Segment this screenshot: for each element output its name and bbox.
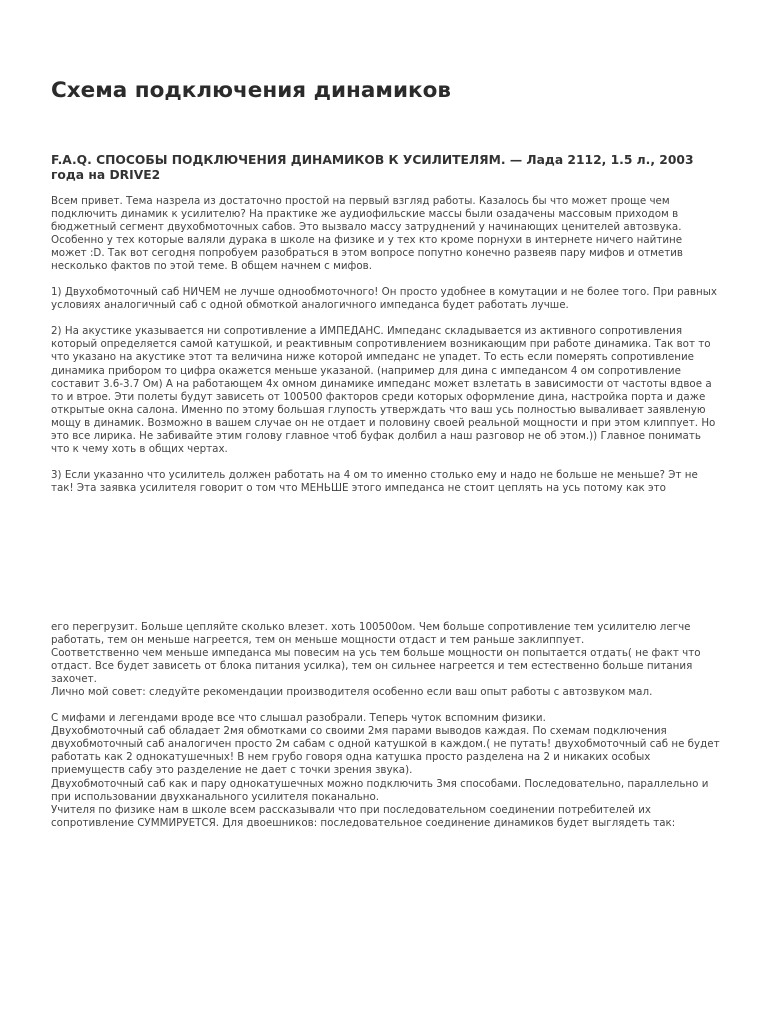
myth-2-paragraph: 2) На акустике указывается ни сопротивление а ИМПЕДАНС. Импеданс складывается из активного сопротивления который определяется самой катушкой, и реактивным сопротивлением возникающим при работе динамика. Так вот то что указано на акустике этот та величина ниже которой импеданс не упадет. То есть если померять сопротивление динамика прибором то цифра окажется меньше указаной. (например для дина с импедансом 4 ом сопротивление составит 3.6-3.7 Ом) А на работающем 4х омном динамике импеданс может взлетать в зависимости от частоты вдвое а то и втрое. Эти полеты будут зависеть от 100500 факторов среди которых оформление дина, настройка порта и даже открытые окна салона. Именно по этому большая глупость утверждать что ваш усь полностью вываливает заявленую мощу в динамик. Возможно в вашем случае он не отдает и половину своей реальной мощности и при этом клиппует. Но это все лирика. Не забивайте этим голову главное чтоб буфак долбил а наш разговор не об этом.)) Главное понимать что к чему хоть в общих чертах. — [51, 325, 716, 455]
article-subtitle: F.A.Q. СПОСОБЫ ПОДКЛЮЧЕНИЯ ДИНАМИКОВ К УСИЛИТЕЛЯМ. — Лада 2112, 1.5 л., 2003 года на DRIVE2 — [51, 153, 694, 182]
myth-1-paragraph: 1) Двухобмоточный саб НИЧЕМ не лучше однообмоточного! Он просто удобнее в комутации и не более того. При равных условиях аналогичный саб с одной обмоткой аналогичного импеданса будет работать лучше. — [51, 286, 717, 312]
article-body-top — [51, 195, 721, 508]
intro-paragraph: Всем привет. Тема назрела из достаточно простой на первый взгляд работы. Казалось бы что может проще чем подключить динамик к усилителю? На практике же аудиофильские массы были озадачены массовым приходом в бюджетный сегмент двухобмоточных сабов. Это вызвало массу затруднений у начинающих ценителей автозвука. Особенно у тех которые валяли дурака в школе на физике и у тех кто кроме порнухи в интернете ничего найтине может :D. Так вот сегодня попробуем разобраться в этом вопросе попутно конечно развеяв пару мифов и отметив несколько фактов по этой теме. В общем начнем с мифов. — [51, 195, 683, 273]
article-body-bottom — [51, 621, 721, 830]
connection-methods: Двухобмоточный саб как и пару однокатушечных можно подключить 3мя способами. Последовательно, параллельно и при использовании двухканального усилителя поканально. — [51, 777, 709, 803]
page-title: Схема подключения динамиков — [51, 78, 451, 103]
dual-coil-description: Двухобмоточный саб обладает 2мя обмотками со своими 2мя парами выводов каждая. По схемам подключения двухобмоточный саб аналогичен просто 2м сабам с одной катушкой в каждом.( не путать! двухобмоточный саб не будет работать как 2 однокатушечных! В нем грубо говоря одна катушка просто разделена на 2 и никаких особых приемуществ сабу это разделение не дает с точки зрения звука). — [51, 725, 720, 777]
personal-advice: Лично мой совет: следуйте рекомендации производителя особенно если ваш опыт работы с автозвуком мал. — [51, 686, 653, 699]
impedance-note: Соответственно чем меньше импеданса мы повесим на усь тем больше мощности он попытается отдать( не факт что отдаст. Все будет зависеть от блока питания усилка), тем он сильнее нагреется и тем естественно больше питания захочет. — [51, 647, 701, 686]
myth-3-paragraph: 3) Если указанно что усилитель должен работать на 4 ом то именно столько ему и надо не больше не меньше? Эт не так! Эта заявка усилителя говорит о том что МЕНЬШЕ этого импеданса не стоит цеплять на усь потому как это — [51, 468, 698, 494]
series-connection-note: Учителя по физике нам в школе всем рассказывали что при последовательном соединении потребителей их сопротивление СУММИРУЕТСЯ. Для двоешников: последовательное соединение динамиков будет выглядеть так: — [51, 803, 676, 829]
myth-3-continued: его перегрузит. Больше цепляйте сколько влезет. хоть 100500ом. Чем больше сопротивление тем усилителю легче работать, тем он меньше нагреется, тем он меньше мощности отдаст и тем раньше заклиппует. — [51, 621, 691, 647]
physics-intro: С мифами и легендами вроде все что слышал разобрали. Теперь чуток вспомним физики. — [51, 712, 546, 725]
